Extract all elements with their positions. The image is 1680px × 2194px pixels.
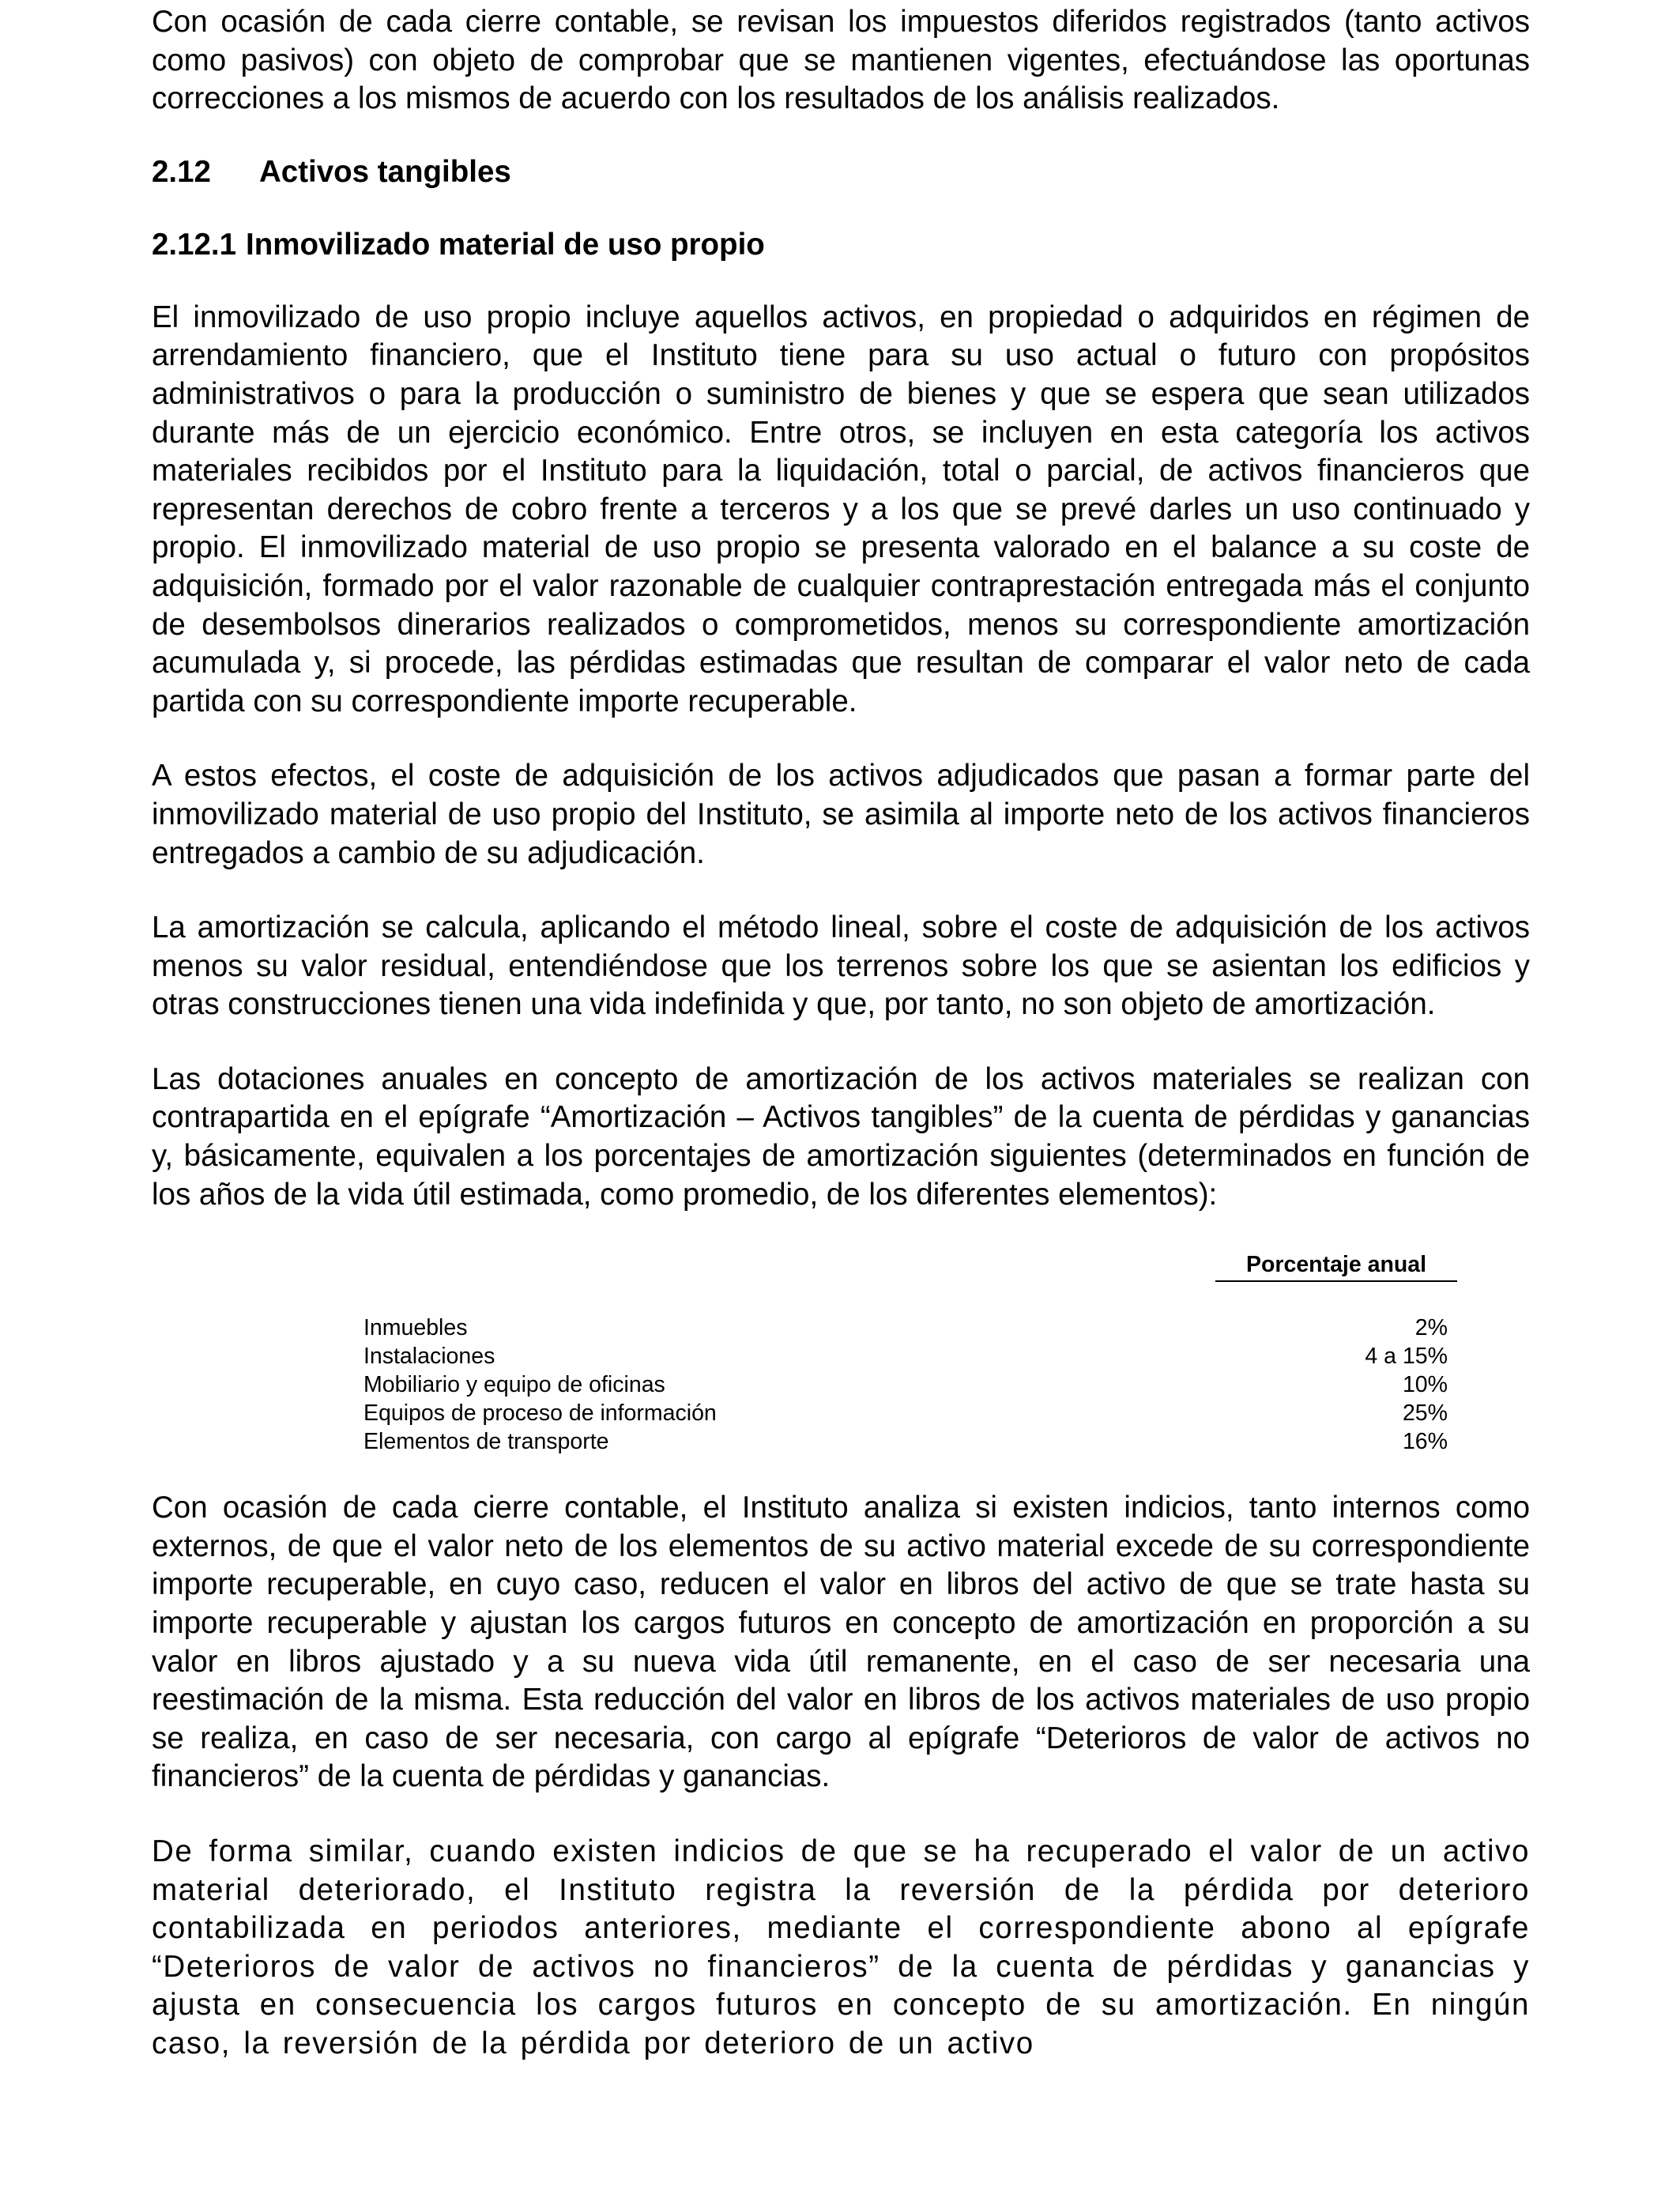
row-value: 10% bbox=[1402, 1372, 1448, 1398]
paragraph-amortizacion: La amortización se calcula, aplicando el método lineal, sobre el coste de adquisición de los activos menos su valor residual, entendiéndose que los terrenos sobre los que se asientan los edificios y otras construcciones tienen una vida indefinida y que, por tanto, no son objeto de amortización. bbox=[152, 910, 1530, 1022]
paragraph-cierre-contable: Con ocasión de cada cierre contable, el Instituto analiza si existen indicios, tanto internos como externos, de que el valor neto de los elementos de su activo material excede de su correspondiente importe recuperable, en cuyo caso, reducen el valor en libros del activo de que se trate hasta su importe recuperable y ajustan los cargos futuros en concepto de amortización en proporción a su valor en libros ajustado y a su nueva vida útil remanente, en el caso de ser necesaria una reestimación de la misma. Esta reducción del valor en libros de los activos materiales de uso propio se realiza, en caso de ser necesaria, con cargo al epígrafe “Deterioros de valor de activos no financieros” de la cuenta de pérdidas y ganancias. bbox=[152, 1491, 1530, 1794]
amortization-rates-table bbox=[363, 1250, 1457, 1456]
row-value: 2% bbox=[1414, 1315, 1448, 1341]
table-row bbox=[363, 1399, 1457, 1427]
table-row bbox=[363, 1342, 1457, 1370]
subsection-number: 2.12.1 bbox=[152, 227, 237, 262]
section-heading bbox=[152, 153, 1530, 191]
row-label: Instalaciones bbox=[363, 1344, 495, 1370]
row-label: Equipos de proceso de información bbox=[363, 1400, 717, 1427]
paragraph-inmovilizado: El inmovilizado de uso propio incluye aquellos activos, en propiedad o adquiridos en régimen de arrendamiento financiero, que el Instituto tiene para su uso actual o futuro con propósitos administrativos o para la producción o suministro de bienes y que se espera que sean utilizados durante más de un ejercicio económico. Entre otros, se incluyen en esta categoría los activos materiales recibidos por el Instituto para la liquidación, total o parcial, de activos financieros que representan derechos de cobro frente a terceros y a los que se prevé darles un uso continuado y propio. El inmovilizado material de uso propio se presenta valorado en el balance a su coste de adquisición, formado por el valor razonable de cualquier contraprestación entregada más el conjunto de desembolsos dinerarios realizados o comprometidos, menos su correspondiente amortización acumulada y, si procede, las pérdidas estimadas que resultan de comparar el valor neto de cada partida con su correspondiente importe recuperable. bbox=[152, 300, 1530, 718]
intro-paragraph: Con ocasión de cada cierre contable, se revisan los impuestos diferidos registrados (tanto activos como pasivos) con objeto de comprobar que se mantienen vigentes, efectuándose las oportunas correcciones a los mismos de acuerdo con los resultados de los análisis realizados. bbox=[152, 5, 1530, 116]
row-label: Elementos de transporte bbox=[363, 1429, 609, 1455]
paragraph-reversion: De forma similar, cuando existen indicios de que se ha recuperado el valor de un activo material deteriorado, el Instituto registra la reversión de la pérdida por deterioro contabilizada en periodos anteriores, mediante el correspondiente abono al epígrafe “Deterioros de valor de activos no financieros” de la cuenta de pérdidas y ganancias y ajusta en consecuencia los cargos futuros en concepto de su amortización. En ningún caso, la reversión de la pérdida por deterioro de un activo bbox=[152, 1834, 1530, 2060]
row-value: 16% bbox=[1402, 1429, 1448, 1455]
row-value: 4 a 15% bbox=[1365, 1344, 1448, 1370]
table-row bbox=[363, 1427, 1457, 1456]
table-body bbox=[363, 1314, 1457, 1456]
row-label: Mobiliario y equipo de oficinas bbox=[363, 1372, 665, 1398]
section-number: 2.12 bbox=[152, 154, 211, 189]
table-column-header: Porcentaje anual bbox=[1215, 1250, 1457, 1282]
table-row bbox=[363, 1370, 1457, 1399]
section-title: Activos tangibles bbox=[259, 154, 511, 189]
row-value: 25% bbox=[1402, 1400, 1448, 1427]
table-row bbox=[363, 1314, 1457, 1342]
subsection-heading bbox=[152, 226, 1530, 264]
row-label: Inmuebles bbox=[363, 1315, 468, 1341]
paragraph-dotaciones: Las dotaciones anuales en concepto de amortización de los activos materiales se realizan con contrapartida en el epígrafe “Amortización – Activos tangibles” de la cuenta de pérdidas y ganancias y, básicamente, equivalen a los porcentajes de amortización siguientes (determinados en función de los años de la vida útil estimada, como promedio, de los diferentes elementos): bbox=[152, 1061, 1530, 1212]
paragraph-coste-adquisicion: A estos efectos, el coste de adquisición de los activos adjudicados que pasan a formar parte del inmovilizado material de uso propio del Instituto, se asimila al importe neto de los activos financieros entregados a cambio de su adjudicación. bbox=[152, 759, 1530, 870]
subsection-title: Inmovilizado material de uso propio bbox=[246, 227, 765, 262]
